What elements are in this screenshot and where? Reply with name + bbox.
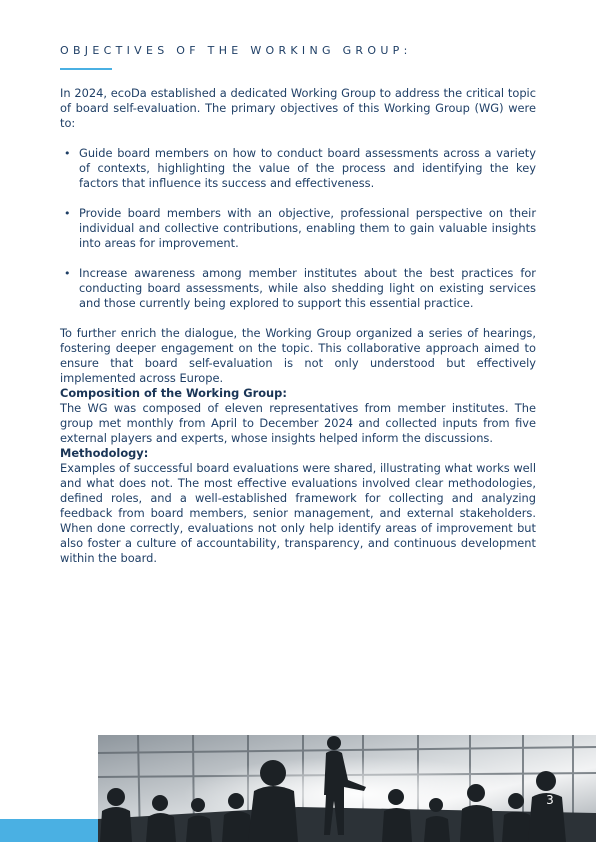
objectives-list — [60, 146, 536, 311]
heading-accent-rule — [60, 68, 112, 70]
objective-item — [60, 146, 536, 191]
page-content — [60, 86, 536, 566]
methodology-heading: Methodology: — [60, 446, 149, 460]
composition-heading: Composition of the Working Group: — [60, 386, 287, 400]
bullet-dot-icon: • — [64, 207, 71, 220]
objective-text: Provide board members with an objective, professional perspective on their individual and collective contributions, enabling them to gain valuable insights into areas for improvement. — [79, 206, 536, 250]
objective-item — [60, 206, 536, 251]
intro-paragraph: In 2024, ecoDa established a dedicated Working Group to address the critical topic of board self-evaluation. The primary objectives of this Working Group (WG) were to: — [60, 86, 536, 130]
bullet-dot-icon: • — [64, 147, 71, 160]
bullet-dot-icon: • — [64, 267, 71, 280]
business-meeting-silhouettes-image — [98, 735, 596, 842]
composition-paragraph: The WG was composed of eleven representatives from member institutes. The group met monthly from April to December 2024 and collected inputs from five external players and experts, whose insights helped inform the discussions. — [60, 401, 536, 445]
objective-item — [60, 266, 536, 311]
objective-text: Increase awareness among member institutes about the best practices for conducting board assessments, while also shedding light on existing services and those currently being explored to support this essential practice. — [79, 266, 536, 310]
section-heading: OBJECTIVES OF THE WORKING GROUP: — [60, 44, 412, 57]
meeting-photo-graphic — [98, 735, 596, 842]
objective-text: Guide board members on how to conduct board assessments across a variety of contexts, highlighting the value of the process and identifying the key factors that influence its success and effectiveness. — [79, 146, 536, 190]
footer-accent-band — [0, 819, 98, 842]
page-number: 3 — [546, 793, 554, 807]
methodology-paragraph: Examples of successful board evaluations were shared, illustrating what works well and what does not. The most effective evaluations involved clear methodologies, defined roles, and a well-established framework for collecting and analyzing feedback from board members, senior management, and external stakeholders. When done correctly, evaluations not only help identify areas of improvement but also foster a culture of accountability, transparency, and continuous development within the board. — [60, 461, 536, 565]
dialogue-paragraph: To further enrich the dialogue, the Working Group organized a series of hearings, fostering deeper engagement on the topic. This collaborative approach aimed to ensure that board self-evaluation is not only understood but effectively implemented across Europe. — [60, 326, 536, 385]
